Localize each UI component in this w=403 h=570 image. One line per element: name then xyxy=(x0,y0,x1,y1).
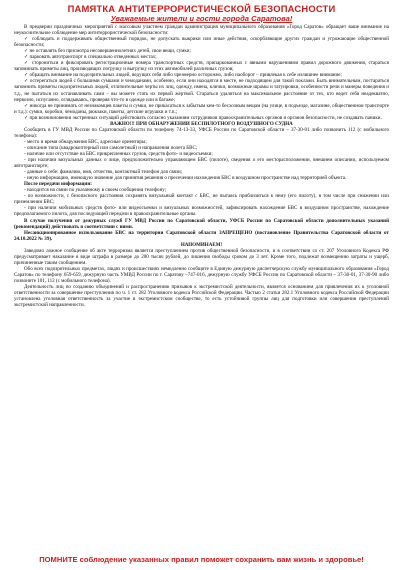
rule-item: ✓ при возникновении экстренных ситуаций действовать согласно указаниям сотрудников правоохранительных органов и органов безопасности, не создавать паники. xyxy=(24,114,382,121)
memo-body xyxy=(14,24,389,308)
false-report-paragraph: Заведомо ложное сообщение об акте терроризма является преступлением против общественной безопасности, и в соответствии со ст. 207 Уголовного Кодекса РФ предусматривает наказание в виде штрафа в размере до 200 тысяч рублей, до лишения свободы сроком до 3 лет. Кроме того, подлежат возмещению затраты и ущерб, причиненные таким сообщением. xyxy=(14,247,389,266)
rule-item: ✓ обращать внимание на подозрительных людей, ведущих себя либо чрезмерно осторожно, либо наоборот – привлекая к себе излишнее внимание; xyxy=(24,72,342,79)
drone-ban-notice: Несанкционированное использование БВС на территории Саратовской области ЗАПРЕЩЕНО (постановление Правительства Саратовской области от 24.10.2022 № 39). xyxy=(14,229,389,242)
drone-report-item: - место и время обнаружения БВС, адресные ориентиры; xyxy=(24,138,147,145)
rule-item: ✓ не оставлять без присмотра несовершеннолетних детей, свои вещи, сумки; xyxy=(24,48,191,55)
drone-report-item: - при наличии визуальных данных о лице, предположительно управляющем БВС (пилоте), сведения о его месторасположении, внешнем описании, используемом автотранспорте; xyxy=(14,157,389,170)
drone-report-item: - данные о себе: фамилию, имя, отчество, контактный телефон для связи; xyxy=(24,169,183,176)
drone-report-item: - описание типа (квадрокоптерный или самолетный) и направления полета БВС; xyxy=(24,144,198,151)
paragraph-intro: В предверии праздничных мероприятий с массовым участием граждан администрация муниципального образования «Город Саратов» обращает ваше внимание на неукоснительное соблюдение мер антитеррористической безопасности: xyxy=(14,24,389,37)
rule-item: ✓ сторониться и фиксировать регистрационные номера транспортных средств, припаркованных с явными нарушениями правил дорожного движения, стараться запоминать приметы лиц, производящих погрузку и выгрузку из этих автомобилей различных грузов; xyxy=(14,60,389,73)
contacts-paragraph: Обо всех подозрительных предметах, людях и происшествиях немедленно сообщите в Единую дежурную диспетчерскую службу муниципального образования «Город Саратов» по телефону 659-659, дежурную часть УМВД России по г. Саратову –747-016, дежурную службу УФСБ России по Саратовской области – 37-30-01, 37-30-90 либо позвоните 101, 112 (с мобильного телефона). xyxy=(14,265,389,284)
rule-item: ✓ соблюдать и поддерживать общественный порядок, не допускать выкрики или иные действия, оскорбляющие других граждан и угрожающие общественной безопасности; xyxy=(14,36,389,49)
after-report-item: - находится на связи по указанному в своем сообщении телефону; xyxy=(24,187,167,194)
rule-item: ✓ парковать автотранспорт в специально отведенных местах; xyxy=(24,54,157,61)
after-report-item: - при наличии мобильных средств фото- или видеосъемки и визуальных возможностей, зафиксировать нахождение БВС в воздушном пространстве, нахождение предполагаемого пилота, для последующей передачи в правоохранительные органы. xyxy=(14,205,389,218)
additional-instructions: В случае получения от дежурных служб ГУ МВД России по Саратовской области, УФСБ России по Саратовской области дополнительных указаний (рекомендаций) действовать в соответствии с ними. xyxy=(14,217,389,230)
reminder-heading: НАПОМИНАЕМ! xyxy=(180,241,223,248)
after-report-heading: После передачи информации: xyxy=(24,181,92,188)
page-title: ПАМЯТКА АНТИТЕРРОРИСТИЧЕСКОЙ БЕЗОПАСНОСТИ xyxy=(67,3,336,14)
drone-report-paragraph: Сообщить в ГУ МВД России по Саратовской области по телефону 74-13-33, УФСБ России по Саратовской области – 37-30-01 либо позвонить 112 (с мобильного телефона): xyxy=(14,126,389,139)
page-subtitle: Уважаемые жители и гости города Саратова! xyxy=(110,14,293,23)
rule-item: ✓ никогда не принимать от незнакомцев пакеты и сумки, не прикасаться к забытым кем-то бесхозным вещам (на улице, в подъезде, магазине, общественном транспорте и т.д.): сумки, коробки, чемоданы, рюкзаки, пакеты, детские игрушки и т.п.; xyxy=(14,102,389,115)
drone-report-item: - иную информацию, имеющую значение для принятия решения о пресечении нахождения БВС в воздушном пространстве над территорией объекта. xyxy=(24,175,347,182)
rule-item: ✓ остерегаться людей с большими сумками и чемоданами, особенно, если они находятся в месте, не подходящем для такой поклажи. Быть внимательным, постараться запомнить приметы подозрительных людей, отличительные черты их лиц, одежду, имена, клички, возможные шрамы и татуировки, особенности речи и манеры поведения и т.д., не пытаться их останавливать сами – вы можете стать их первой жертвой. Стараться удалиться на максимальное расстояние от тех, кто ведет себя неадекватно, нервозно, испуганно, оглядываясь, проверяя что-то в одежде или в багаже; xyxy=(14,78,389,103)
after-report-item: - по возможности, с безопасного расстояния сохранять визуальный контакт с БВС, не пытаясь приблизиться к нему (его пилоту), в том числе при снижении или приземлении БВС; xyxy=(14,193,389,206)
drone-report-item: - наличие или отсутствие на БВС прикрепленных грузов, средств фото- и видеосъемки; xyxy=(24,150,213,157)
drone-heading: ВАЖНО!!! ПРИ ОБНАРУЖЕНИИ БЕСПИЛОТНОГО ВОЗДУШНОГО СУДНА xyxy=(110,120,293,127)
footer-note: ПОМНИТЕ соблюдение указанных правил поможет сохранить вам жизнь и здоровье! xyxy=(39,554,364,564)
extremism-paragraph: Деятельность лиц по созданию объединений и распространению призывов к экстремистской деятельности, является основанием для привлечения их к уголовной ответственности за совершение преступления по ч. 1 ст. 282 Уголовного кодекса Российской Федерации. Частью 2 статьи 282.1 Уголовного кодекса Российской Федерации установлена уголовная ответственность за участие в экстремистском сообществе, то есть устойчивой группы лиц для подготовки или совершения преступлений экстремистской направленности. xyxy=(14,284,389,309)
